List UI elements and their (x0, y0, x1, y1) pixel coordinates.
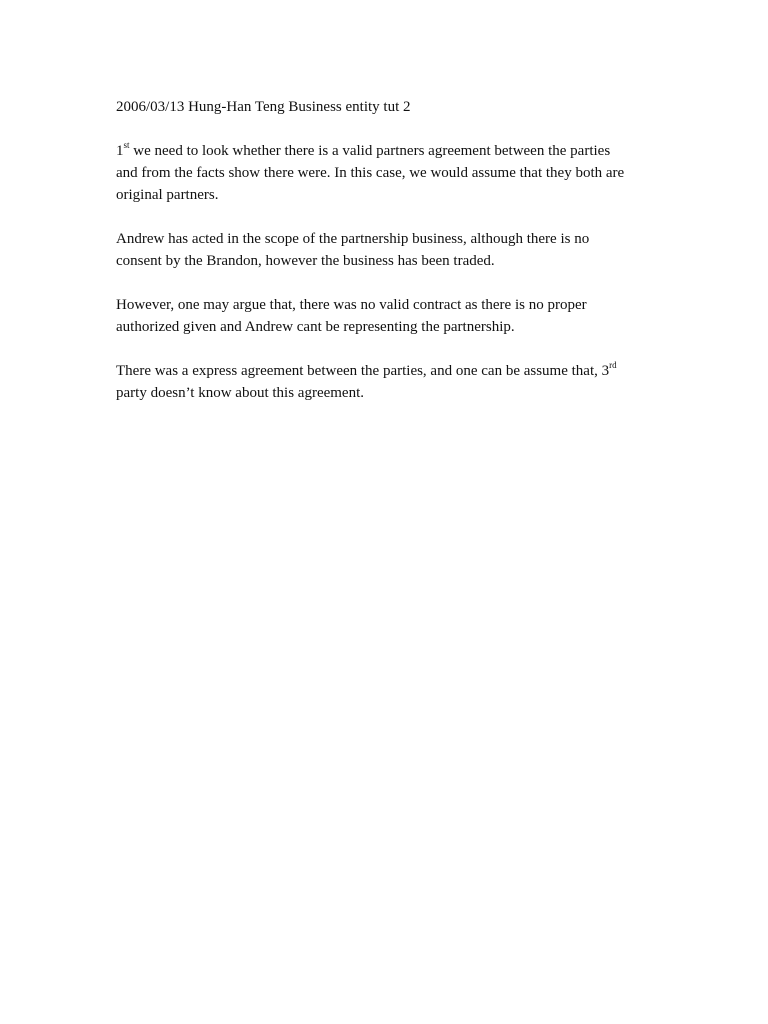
paragraph-2-line-2: consent by the Brandon, however the business has been traded. (116, 253, 495, 269)
paragraph-3-line-1: However, one may argue that, there was no valid contract as there is no proper (116, 297, 587, 313)
paragraph-1 (116, 140, 656, 206)
ordinal-suffix: st (123, 140, 130, 150)
paragraph-spacer (116, 338, 656, 360)
paragraph-spacer (116, 118, 656, 140)
paragraph-4-line-1-text: There was a express agreement between the parties, and one can be assume that, 3 (116, 363, 610, 379)
paragraph-4 (116, 360, 656, 404)
paragraph-3 (116, 294, 656, 338)
paragraph-4-line-2: party doesn’t know about this agreement. (116, 385, 364, 401)
paragraph-1-line-2: and from the facts show there were. In this case, we would assume that they both are (116, 165, 625, 181)
paragraph-4-line-1 (116, 360, 656, 382)
paragraph-1-line-3: original partners. (116, 187, 219, 203)
paragraph-spacer (116, 272, 656, 294)
paragraph-1-line-1 (116, 140, 656, 162)
ordinal-suffix: rd (609, 360, 617, 370)
document-body (116, 96, 656, 404)
paragraph-1-line-1-text: we need to look whether there is a valid partners agreement between the parties (129, 143, 611, 159)
ordinal-number: 1 (116, 143, 124, 159)
paragraph-2-line-1: Andrew has acted in the scope of the partnership business, although there is no (116, 231, 590, 247)
paragraph-3-line-2: authorized given and Andrew cant be representing the partnership. (116, 319, 515, 335)
paragraph-2 (116, 228, 656, 272)
document-header: 2006/03/13 Hung-Han Teng Business entity tut 2 (116, 99, 411, 115)
paragraph-spacer (116, 206, 656, 228)
